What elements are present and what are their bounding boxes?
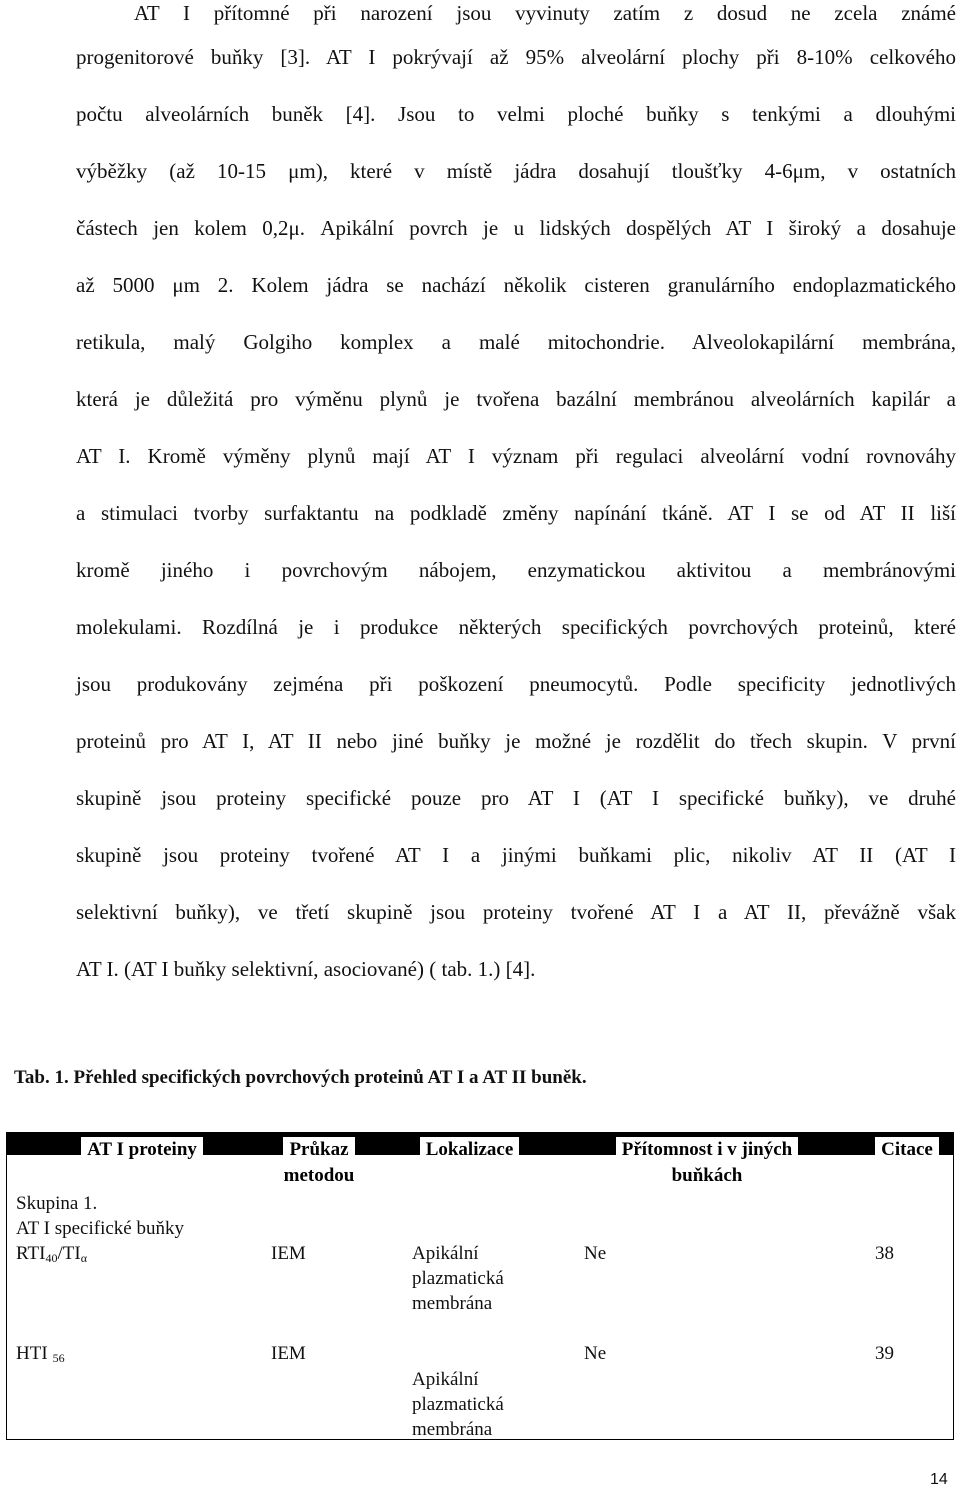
paragraph-line: počtu alveolárních buněk [4]. Jsou to velmi ploché buňky s tenkými a dlouhými <box>76 102 956 126</box>
paragraph-line: jsou produkovány zejména při poškození pneumocytů. Podle specificity jednotlivých <box>76 672 956 696</box>
paragraph-line: až 5000 μm 2. Kolem jádra se nachází několik cisteren granulárního endoplazmatického <box>76 273 956 297</box>
paragraph-line: výběžky (až 10-15 μm), které v místě jádra dosahují tloušťky 4-6μm, v ostatních <box>76 159 956 183</box>
paragraph-line: a stimulaci tvorby surfaktantu na podkladě změny napínání tkáně. AT I se od AT II liší <box>76 501 956 525</box>
paragraph-line: AT I. Kromě výměny plynů mají AT I význam při regulaci alveolární vodní rovnováhy <box>76 444 956 468</box>
protein-table <box>6 1132 954 1440</box>
presence-cell: Ne <box>584 1343 607 1364</box>
group-sublabel: AT I specifické buňky <box>16 1218 184 1239</box>
page-number: 14 <box>930 1471 948 1488</box>
protein-name: HTI $_{56}$ <box>16 1343 65 1365</box>
paragraph-line: proteinů pro AT I, AT II nebo jiné buňky je možné je rozdělit do třech skupin. V první <box>76 729 956 753</box>
paragraph-line: selektivní buňky), ve třetí skupině jsou proteiny tvořené AT I a AT II, převážně však <box>76 900 956 924</box>
paragraph-line: kromě jiného i povrchovým nábojem, enzymatickou aktivitou a membránovými <box>76 558 956 582</box>
header-localization: Lokalizace <box>402 1137 537 1163</box>
method-cell: IEM <box>271 1243 306 1264</box>
paragraph-line: skupině jsou proteiny specifické pouze pro AT I (AT I specifické buňky), ve druhé <box>76 786 956 810</box>
header-presence: Přítomnost i v jiných buňkách <box>587 1137 827 1189</box>
method-cell: IEM <box>271 1343 306 1364</box>
table-caption: Tab. 1. Přehled specifických povrchových proteinů AT I a AT II buněk. <box>14 1067 587 1088</box>
localization-cell: Apikální plazmatická membrána <box>412 1369 504 1440</box>
header-proteins: AT I proteiny <box>27 1137 257 1163</box>
group-label: Skupina 1. <box>16 1193 98 1214</box>
citation-cell: 39 <box>875 1343 894 1364</box>
paragraph-line: molekulami. Rozdílná je i produkce některých specifických povrchových proteinů, které <box>76 615 956 639</box>
paragraph-line: skupině jsou proteiny tvořené AT I a jinými buňkami plic, nikoliv AT II (AT I <box>76 843 956 867</box>
citation-cell: 38 <box>875 1243 894 1264</box>
protein-name: $RTI_{40}/TI_\alpha$ <box>16 1243 87 1265</box>
header-method: Průkaz metodou <box>259 1137 379 1189</box>
paragraph-line: AT I přítomné při narození jsou vyvinuty zatím z dosud ne zcela známé <box>134 1 956 25</box>
localization-cell: Apikální plazmatická membrána <box>412 1243 504 1314</box>
header-citation: Citace <box>857 1137 957 1163</box>
paragraph-line: částech jen kolem 0,2μ. Apikální povrch je u lidských dospělých AT I široký a dosahuje <box>76 216 956 240</box>
paragraph-line: která je důležitá pro výměnu plynů je tvořena bazální membránou alveolárních kapilár a <box>76 387 956 411</box>
paragraph-line: AT I. (AT I buňky selektivní, asociované) ( tab. 1.) [4]. <box>76 957 536 981</box>
paragraph-line: retikula, malý Golgiho komplex a malé mitochondrie. Alveolokapilární membrána, <box>76 330 956 354</box>
paragraph-line: progenitorové buňky [3]. AT I pokrývají až 95% alveolární plochy při 8-10% celkového <box>76 45 956 69</box>
presence-cell: Ne <box>584 1243 607 1264</box>
